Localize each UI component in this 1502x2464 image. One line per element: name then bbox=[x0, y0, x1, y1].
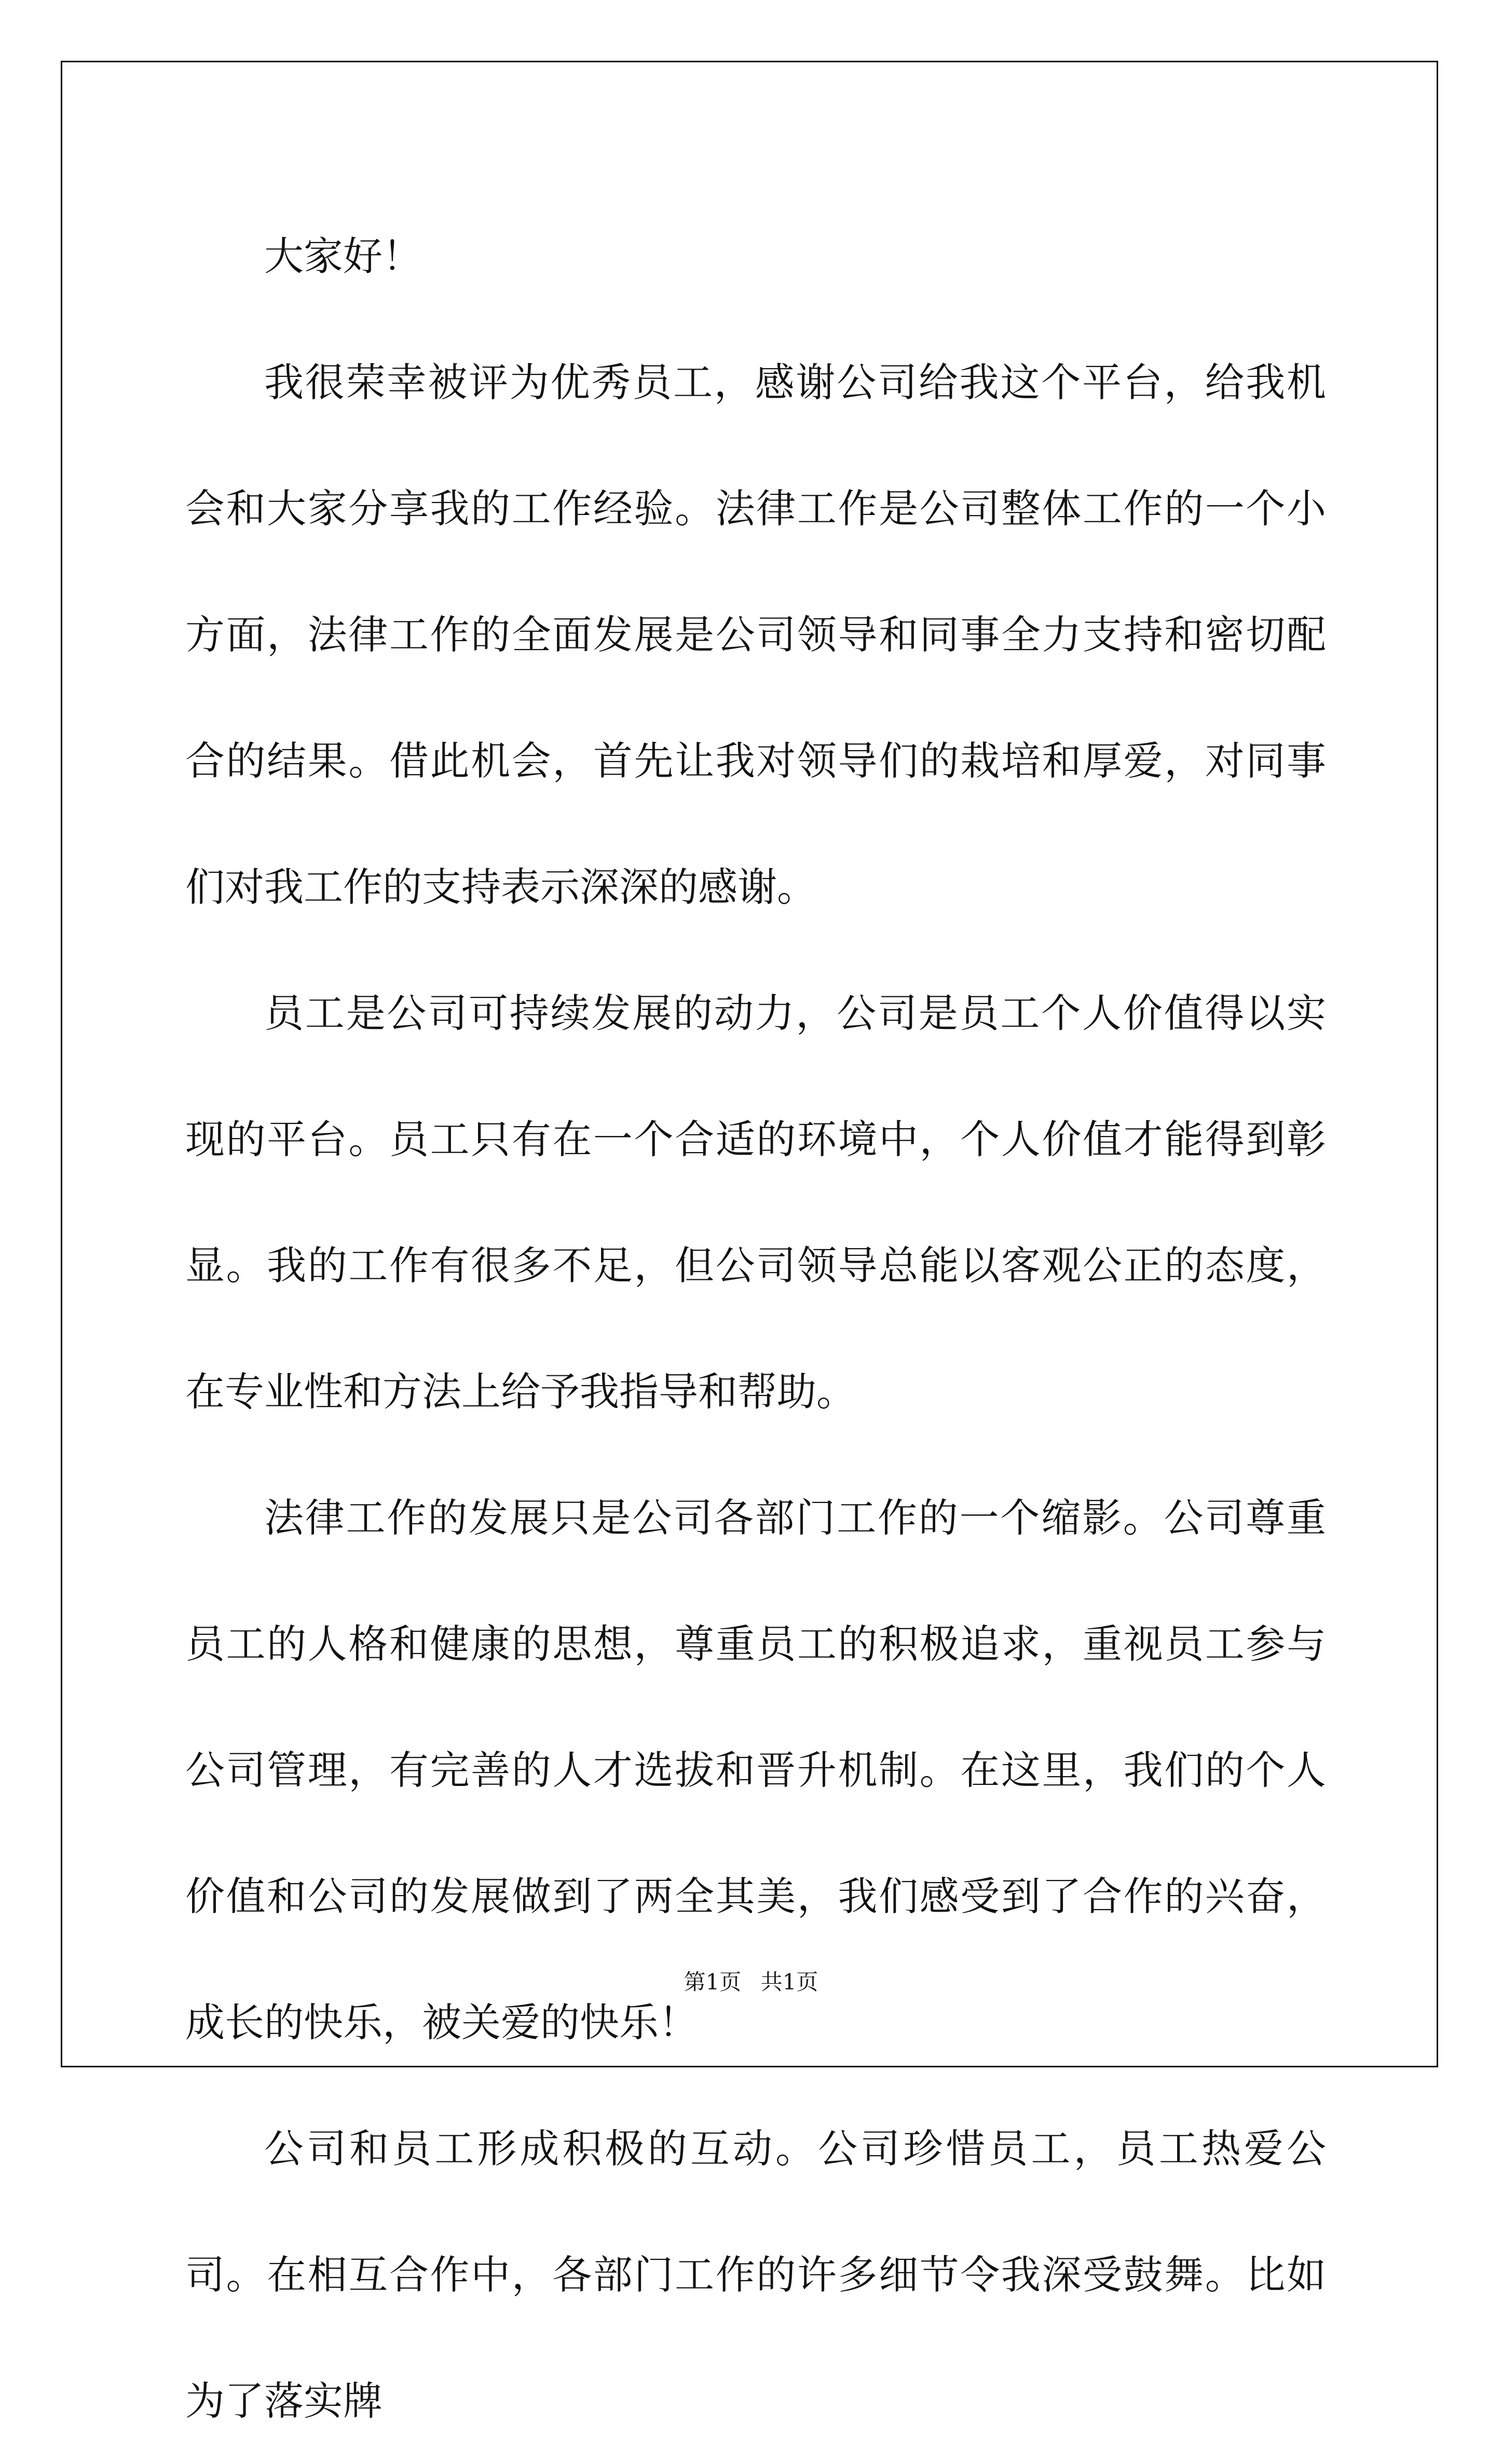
paragraph-3: 法律工作的发展只是公司各部门工作的一个缩影。公司尊重员工的人格和健康的思想，尊重员工的积极追求，重视员工参与公司管理，有完善的人才选拔和晋升机制。在这里，我们的个人价值和公司的发展做到了两全其美，我们感受到了合作的兴奋，成长的快乐，被关爱的快乐！ bbox=[185, 1495, 1326, 2046]
page-footer bbox=[0, 1965, 1502, 1996]
paragraph-2: 员工是公司可持续发展的动力，公司是员工个人价值得以实现的平台。员工只有在一个合适的环境中，个人价值才能得到彰显。我的工作有很多不足，但公司领导总能以客观公正的态度，在专业性和方法上给予我指导和帮助。 bbox=[185, 990, 1326, 1415]
paragraph-1: 我很荣幸被评为优秀员工，感谢公司给我这个平台，给我机会和大家分享我的工作经验。法律工作是公司整体工作的一个小方面，法律工作的全面发展是公司领导和同事全力支持和密切配合的结果。借此机会，首先让我对领导们的栽培和厚爱，对同事们对我工作的支持表示深深的感谢。 bbox=[185, 359, 1326, 910]
page-number-total: 共1页 bbox=[760, 1969, 818, 1995]
document-body bbox=[185, 193, 1326, 2464]
paragraph-greeting: 大家好！ bbox=[264, 233, 422, 279]
page-number-current: 第1页 bbox=[684, 1969, 742, 1995]
paragraph-4: 公司和员工形成积极的互动。公司珍惜员工，员工热爱公司。在相互合作中，各部门工作的许多细节令我深受鼓舞。比如为了落实牌 bbox=[185, 2125, 1326, 2424]
